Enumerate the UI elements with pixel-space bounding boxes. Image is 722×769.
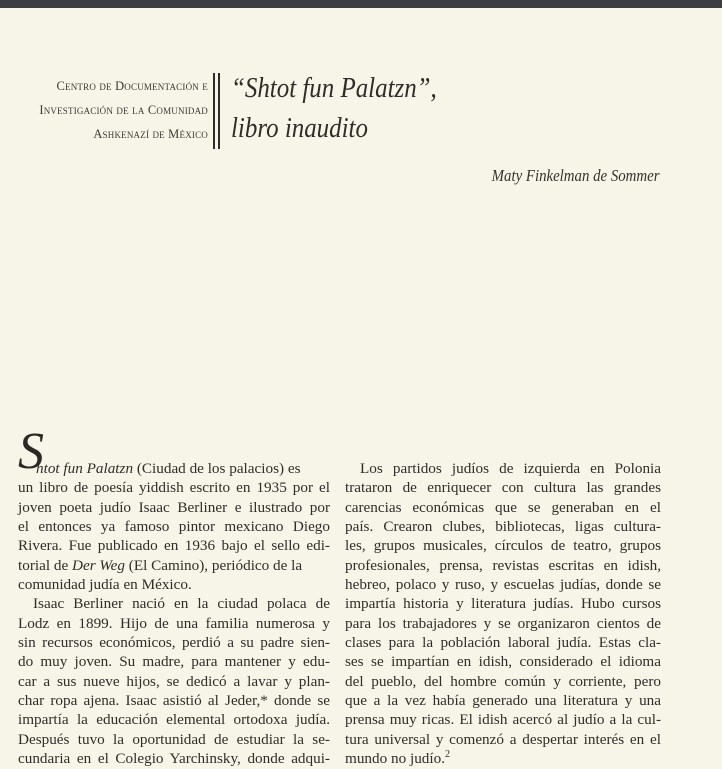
footnote-marker: 2 xyxy=(445,749,450,761)
article-title xyxy=(231,68,531,148)
text-line: joven poeta judío Isaac Berliner e ilustrado por xyxy=(18,498,330,516)
institution-line: Ashkenazí de México xyxy=(93,127,208,141)
title-line: “Shtot fun Palatzn”, xyxy=(231,72,437,104)
text-line: tura universal y comenzó a despertar interés en el xyxy=(345,730,661,748)
text-line: ses se impartían en idish, considerado el idioma xyxy=(345,653,661,671)
text-line: les, grupos musicales, círculos de teatro, grupos xyxy=(345,537,661,555)
text-line: el entonces ya famoso pintor mexicano Diego xyxy=(18,518,330,536)
institution-line: Centro de Documentación e xyxy=(56,79,208,93)
text-line: comunidad judía en México. xyxy=(18,576,192,594)
text-line: un libro de poesía yiddish escrito en 1935 por el xyxy=(18,479,330,497)
text-line xyxy=(36,459,330,478)
divider-bar xyxy=(218,73,220,149)
article-author: Maty Finkelman de Sommer xyxy=(491,166,659,185)
text-line: impartía la educación elemental ortodoxa judía. xyxy=(18,711,330,729)
text-fragment: (Ciudad de los palacios) es xyxy=(133,460,301,477)
text-line: Lodz en 1899. Hijo de una familia numerosa y xyxy=(18,614,330,632)
text-line: impartía historia y literatura judías. Hubo cursos xyxy=(345,595,661,613)
text-line: hebreo, polaco y ruso, y escuelas judías, donde se xyxy=(345,576,661,594)
text-fragment: (El Camino), periódico de la xyxy=(125,556,303,574)
text-line: prensa muy ricas. El idish acercó al judío a la cul- xyxy=(345,711,661,729)
text-line: Los partidos judíos de izquierda en Polonia xyxy=(360,460,661,477)
text-line: trataron de enriquecer con cultura las grandes xyxy=(345,479,661,497)
text-line: que a la vez había generado una literatura y una xyxy=(345,692,661,710)
periodical-title-italic: Der Weg xyxy=(71,556,125,574)
text-fragment: mundo no judío. xyxy=(345,750,445,768)
text-line: car a sus nueve hijos, se dedicó a lavar y plan- xyxy=(18,672,330,690)
text-line: del pueblo, del hombre común y corriente, pero xyxy=(345,672,661,690)
text-line: Isaac Berliner nació en la ciudad polaca de xyxy=(33,595,330,613)
text-line: Rivera. Fue publicado en 1936 bajo el sello edi- xyxy=(18,537,330,555)
institution-block xyxy=(8,74,208,146)
text-line: carencias económicas que se generaban en el xyxy=(345,498,661,516)
text-fragment: torial de xyxy=(18,556,72,574)
divider-bar xyxy=(213,73,215,149)
text-line: sin recursos económicos, perdió a su padre sien- xyxy=(18,634,330,652)
drop-cap: S xyxy=(18,423,44,480)
text-line: do muy joven. Su madre, para mantener y edu- xyxy=(18,653,330,671)
text-column-right xyxy=(345,459,661,769)
institution-line: Investigación de la Comunidad xyxy=(39,103,208,117)
text-line: clases para la población laboral judía. Estas cla- xyxy=(345,634,661,652)
text-line: cundaria en el Colegio Yarchinsky, donde adqui- xyxy=(18,750,330,768)
text-column-left xyxy=(18,459,330,769)
text-line xyxy=(18,556,330,575)
top-edge-bar xyxy=(0,0,722,8)
text-line: país. Crearon clubes, bibliotecas, ligas cultura- xyxy=(345,518,661,536)
title-divider-bars xyxy=(213,73,222,149)
text-line: profesionales, prensa, revistas escritas en idish, xyxy=(345,556,661,574)
title-line: libro inaudito xyxy=(231,112,368,144)
book-title-italic: htot fun Palatzn xyxy=(36,460,134,477)
text-line: char ropa ajena. Isaac asistió al Jeder,* donde se xyxy=(18,692,330,710)
text-line: Después tuvo la oportunidad de estudiar la se- xyxy=(18,730,330,748)
text-line: para los trabajadores y se organizaron cientos de xyxy=(345,614,661,632)
